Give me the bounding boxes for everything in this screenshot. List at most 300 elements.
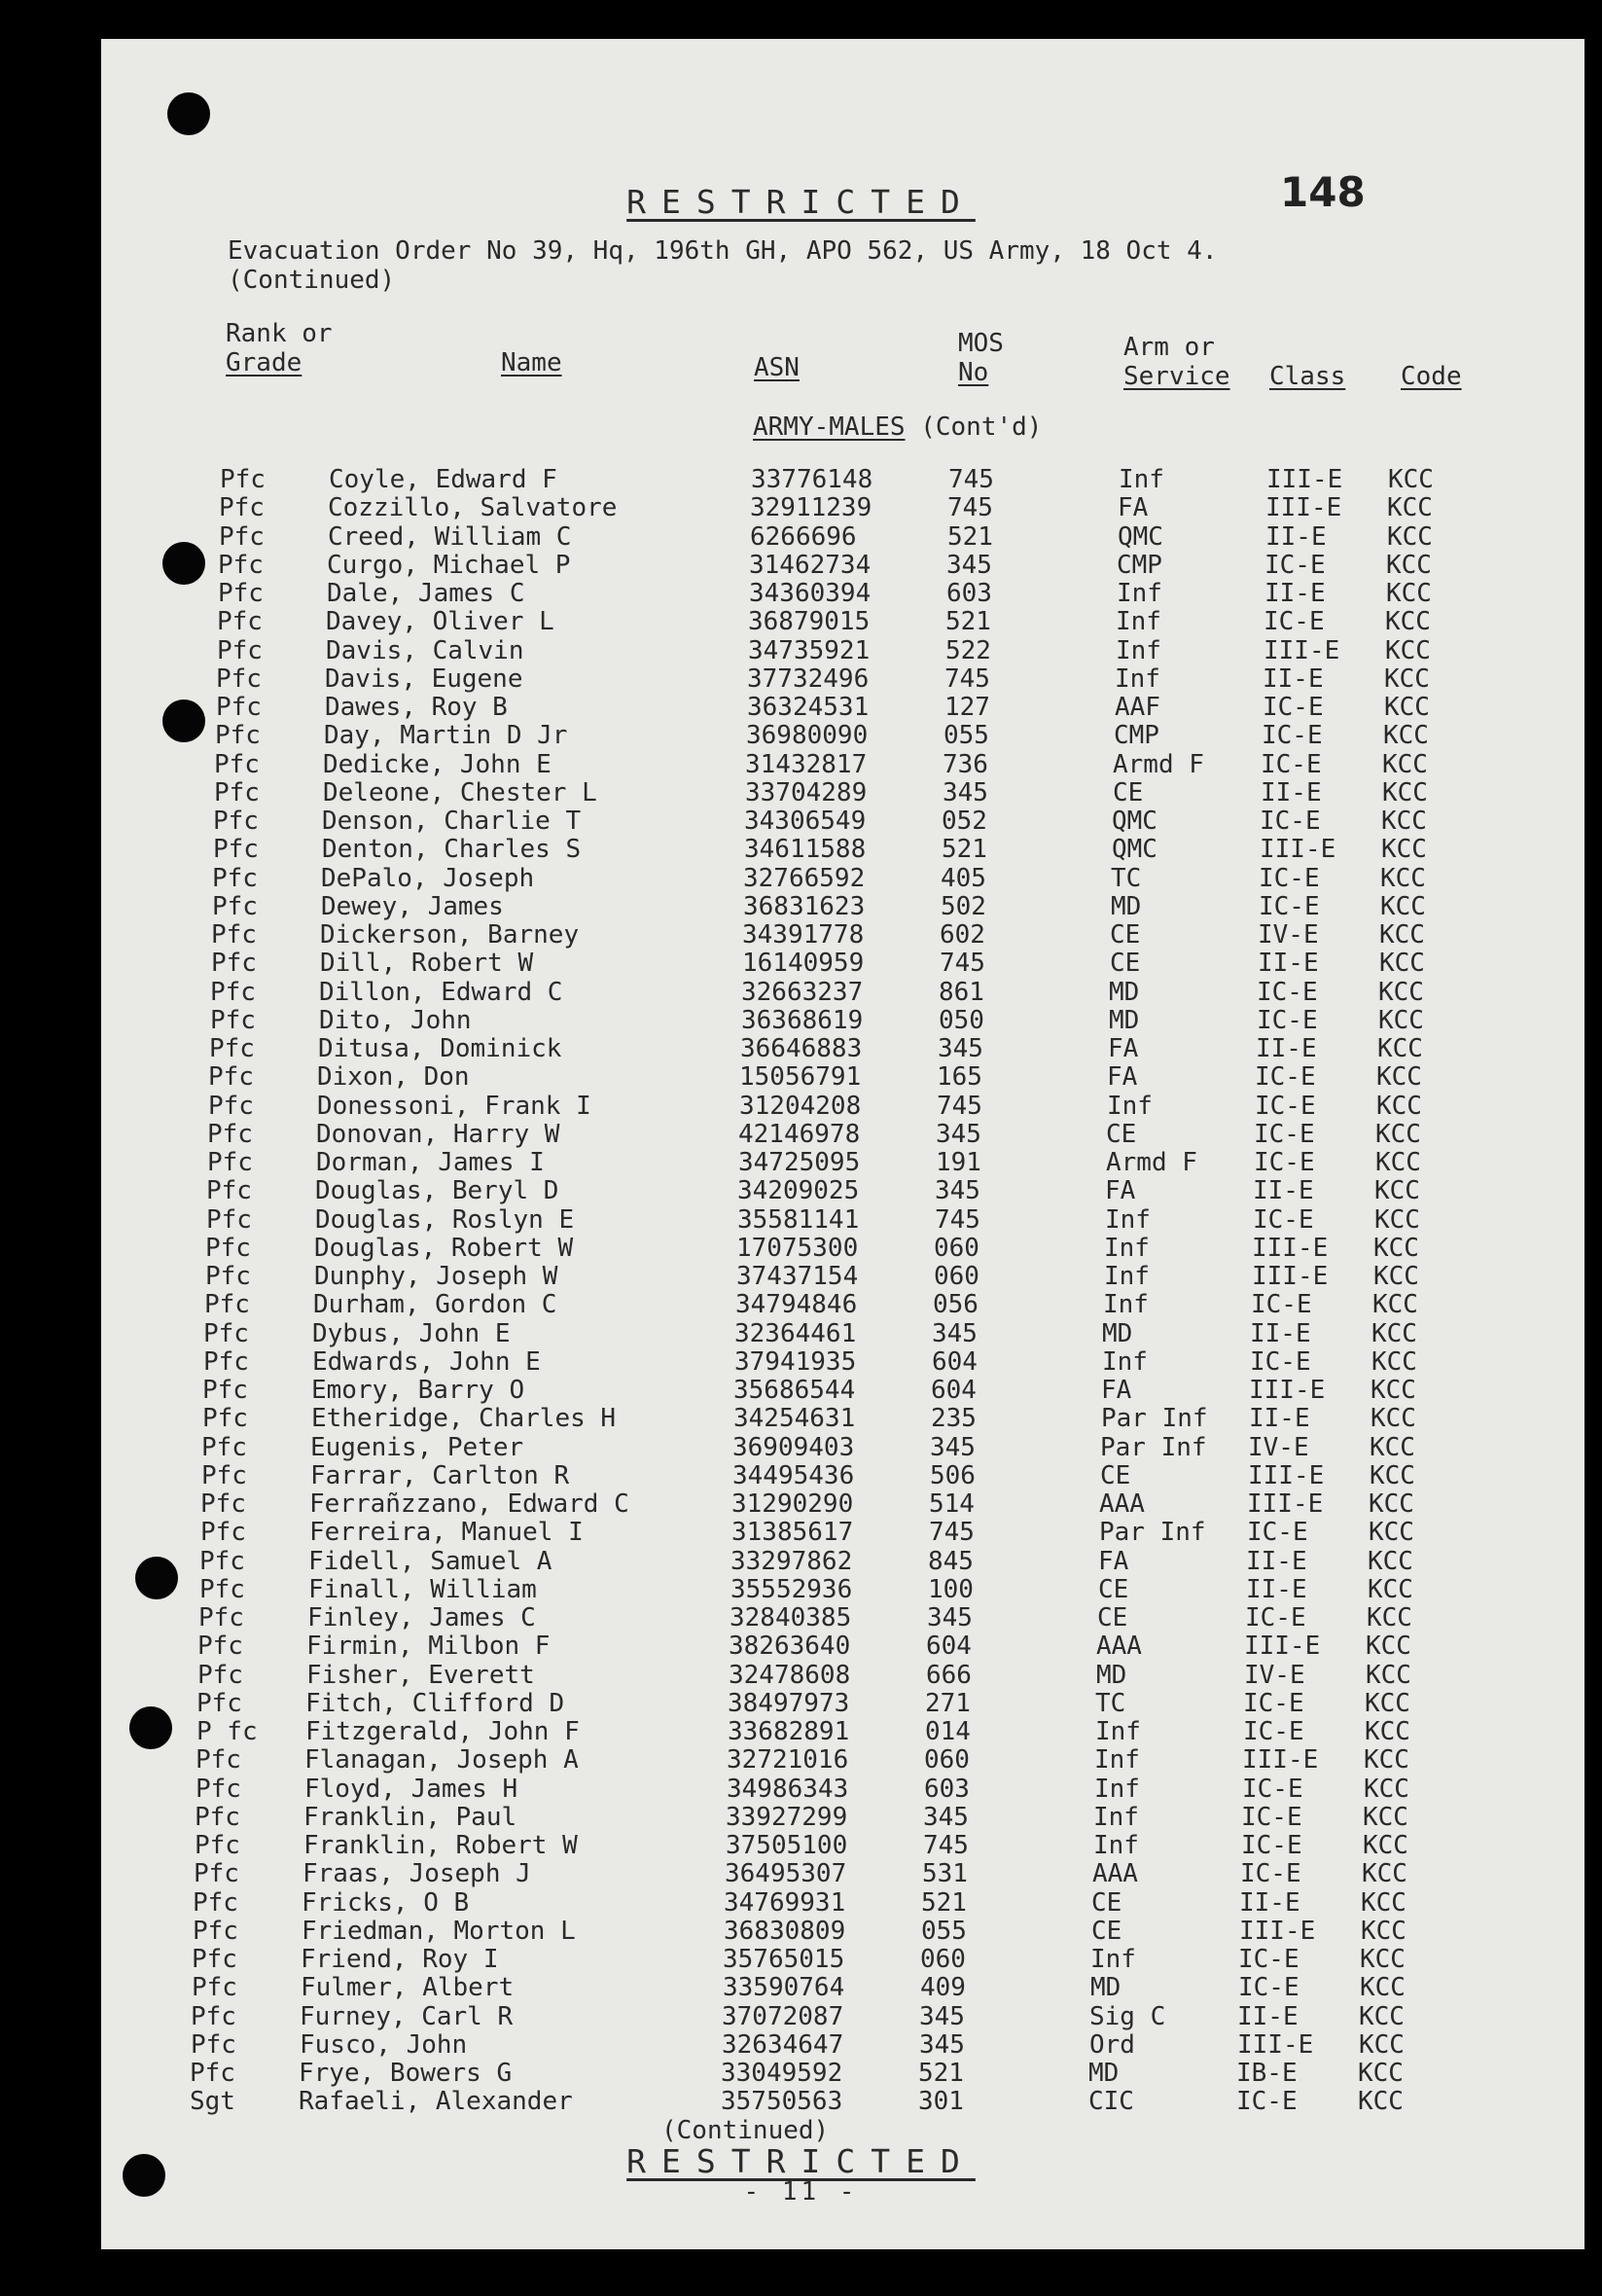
cell-mos: 745 (944, 664, 990, 694)
cell-arm: MD (1109, 1005, 1140, 1035)
table-row (0, 2059, 1602, 2087)
cell-arm: CE (1091, 1916, 1122, 1946)
cell-asn: 31204208 (739, 1091, 862, 1121)
cell-arm: Inf (1107, 1091, 1153, 1121)
cell-class: IC-E (1255, 1062, 1316, 1093)
cell-class: IC-E (1238, 1973, 1299, 2003)
cell-name: Fraas, Joseph J (303, 1859, 531, 1889)
cell-rank: Pfc (200, 1518, 246, 1548)
cell-code: KCC (1365, 1717, 1410, 1746)
cell-class: IV-E (1248, 1432, 1309, 1462)
cell-arm: Inf (1115, 664, 1160, 694)
cell-mos: 522 (945, 635, 991, 665)
cell-arm: Inf (1119, 465, 1164, 494)
col-rank-header: Rank or Grade (226, 319, 333, 377)
cell-name: Douglas, Beryl D (315, 1176, 559, 1206)
cell-rank: Pfc (197, 1660, 243, 1690)
cell-code: KCC (1379, 949, 1425, 979)
cell-name: Rafaeli, Alexander (299, 2087, 573, 2117)
table-row (0, 892, 1602, 920)
cell-asn: 34735921 (748, 635, 871, 665)
cell-rank: Pfc (219, 521, 265, 552)
cell-code: KCC (1368, 1546, 1413, 1576)
page-number: 148 (1280, 168, 1366, 216)
cell-rank: Pfc (216, 664, 262, 694)
cell-name: Fitzgerald, John F (305, 1717, 580, 1746)
cell-rank: Pfc (191, 2001, 236, 2031)
cell-class: IC-E (1245, 1603, 1306, 1632)
cell-rank: Pfc (203, 1318, 249, 1348)
cell-class: III-E (1252, 1233, 1329, 1263)
table-row (0, 1205, 1602, 1234)
cell-mos: 745 (940, 949, 985, 979)
cell-name: Douglas, Roslyn E (315, 1204, 575, 1235)
cell-rank: Sgt (190, 2087, 235, 2117)
cell-code: KCC (1360, 1945, 1406, 1974)
cell-name: Fisher, Everett (306, 1660, 535, 1690)
cell-rank: Pfc (216, 693, 262, 722)
cell-asn: 37505100 (726, 1831, 848, 1860)
cell-class: III-E (1244, 1632, 1321, 1662)
cell-mos: 050 (939, 1005, 984, 1035)
cell-mos: 345 (946, 550, 992, 580)
cell-code: KCC (1384, 664, 1430, 694)
cell-name: Dillon, Edward C (319, 977, 563, 1007)
cell-class: III-E (1265, 493, 1342, 523)
cell-code: KCC (1376, 1062, 1422, 1093)
table-row (0, 1803, 1602, 1831)
cell-asn: 35581141 (737, 1204, 860, 1235)
table-row (0, 778, 1602, 807)
cell-asn: 32663237 (741, 977, 864, 1007)
table-row (0, 2030, 1602, 2059)
cell-asn: 37732496 (747, 664, 870, 694)
cell-class: II-E (1263, 664, 1324, 694)
cell-code: KCC (1363, 1802, 1408, 1832)
cell-mos: 345 (930, 1432, 976, 1462)
cell-mos: 845 (928, 1546, 974, 1576)
cell-rank: Pfc (200, 1489, 246, 1519)
cell-asn: 32634647 (722, 2029, 844, 2060)
cell-asn: 37437154 (736, 1262, 859, 1291)
cell-rank: Pfc (217, 635, 263, 665)
cell-code: KCC (1385, 635, 1431, 665)
cell-arm: Armd F (1106, 1148, 1197, 1177)
cell-mos: 745 (923, 1831, 969, 1860)
cell-rank: Pfc (193, 1916, 238, 1946)
cell-name: DePalo, Joseph (321, 863, 535, 893)
cell-mos: 052 (942, 807, 987, 836)
cell-rank: Pfc (213, 835, 259, 865)
cell-class: IC-E (1250, 1346, 1311, 1377)
table-row (0, 1148, 1602, 1176)
cell-arm: Inf (1093, 1802, 1139, 1832)
table-row (0, 1603, 1602, 1632)
cell-code: KCC (1378, 977, 1424, 1007)
cell-mos: 745 (935, 1204, 980, 1235)
cell-code: KCC (1364, 1745, 1409, 1776)
cell-asn: 32478608 (729, 1660, 851, 1690)
cell-name: Curgo, Michael P (327, 550, 571, 580)
cell-arm: CE (1113, 777, 1144, 807)
cell-code: KCC (1374, 1176, 1420, 1206)
cell-rank: Pfc (207, 1119, 253, 1149)
cell-asn: 38263640 (729, 1632, 851, 1662)
cell-class: IC-E (1241, 1831, 1302, 1860)
cell-mos: 271 (925, 1688, 971, 1718)
cell-arm: QMC (1112, 807, 1157, 836)
cell-arm: CE (1097, 1603, 1128, 1632)
cell-mos: 521 (918, 2059, 964, 2088)
cell-name: Dill, Robert W (320, 949, 534, 979)
cell-rank: Pfc (196, 1688, 242, 1718)
cell-mos: 345 (919, 2001, 965, 2031)
cell-class: II-E (1253, 1176, 1314, 1206)
cell-asn: 15056791 (739, 1062, 862, 1093)
cell-name: Deleone, Chester L (323, 777, 597, 807)
cell-rank: Pfc (208, 1062, 254, 1093)
cell-mos: 301 (918, 2087, 964, 2117)
cell-arm: Par Inf (1099, 1518, 1206, 1548)
cell-name: Dorman, James I (316, 1148, 545, 1177)
table-row (0, 1347, 1602, 1376)
cell-arm: CE (1106, 1119, 1137, 1149)
cell-name: Fitch, Clifford D (305, 1688, 565, 1718)
cell-mos: 506 (930, 1460, 976, 1490)
cell-asn: 17075300 (736, 1233, 859, 1263)
cell-rank: P fc (196, 1717, 258, 1746)
table-row (0, 1518, 1602, 1546)
cell-name: Friedman, Morton L (302, 1916, 576, 1946)
cell-mos: 604 (931, 1376, 977, 1405)
cell-name: Dawes, Roy B (325, 693, 508, 722)
cell-name: Eugenis, Peter (310, 1432, 524, 1462)
cell-code: KCC (1369, 1518, 1414, 1548)
cell-asn: 31462734 (749, 550, 872, 580)
cell-rank: Pfc (218, 579, 264, 608)
cell-arm: MD (1111, 891, 1142, 921)
cell-rank: Pfc (208, 1091, 254, 1121)
cell-mos: 603 (946, 579, 992, 608)
cell-code: KCC (1359, 2029, 1405, 2060)
col-name-header: Name (501, 348, 562, 377)
cell-name: Firmin, Milbon F (306, 1632, 551, 1662)
table-row (0, 721, 1602, 749)
cell-rank: Pfc (214, 749, 260, 779)
cell-mos: 100 (928, 1574, 974, 1604)
cell-arm: MD (1096, 1660, 1127, 1690)
cell-code: KCC (1366, 1632, 1411, 1662)
table-row (0, 1433, 1602, 1461)
cell-name: Cozzillo, Salvatore (328, 493, 618, 523)
cell-arm: CE (1091, 1887, 1122, 1918)
cell-mos: 345 (927, 1603, 973, 1632)
cell-class: III-E (1252, 1262, 1329, 1291)
cell-class: IC-E (1262, 721, 1323, 751)
table-row (0, 1831, 1602, 1859)
cell-asn: 36909403 (732, 1432, 855, 1462)
cell-arm: CMP (1114, 721, 1159, 751)
cell-asn: 34209025 (737, 1176, 860, 1206)
cell-arm: Par Inf (1100, 1432, 1207, 1462)
cell-code: KCC (1366, 1660, 1411, 1690)
cell-rank: Pfc (198, 1603, 244, 1632)
continued-note: (Continued) (661, 2116, 830, 2145)
cell-rank: Pfc (201, 1432, 247, 1462)
table-row (0, 978, 1602, 1006)
table-row (0, 522, 1602, 551)
cell-asn: 31290290 (731, 1489, 854, 1519)
cell-arm: MD (1088, 2059, 1120, 2088)
cell-code: KCC (1371, 1346, 1417, 1377)
cell-asn: 36831623 (743, 891, 866, 921)
cell-arm: Ord (1089, 2029, 1135, 2060)
cell-arm: Inf (1104, 1233, 1150, 1263)
cell-name: Floyd, James H (304, 1774, 518, 1804)
cell-code: KCC (1365, 1688, 1410, 1718)
table-row (0, 1262, 1602, 1290)
cell-arm: CIC (1088, 2087, 1134, 2117)
cell-class: IB-E (1236, 2059, 1298, 2088)
cell-arm: Inf (1104, 1262, 1150, 1291)
cell-mos: 405 (941, 863, 986, 893)
cell-code: KCC (1378, 1005, 1424, 1035)
cell-arm: AAF (1115, 693, 1160, 722)
cell-name: Davis, Calvin (326, 635, 524, 665)
cell-class: IC-E (1264, 550, 1326, 580)
table-row (0, 1176, 1602, 1204)
cell-arm: CMP (1117, 550, 1162, 580)
cell-code: KCC (1371, 1376, 1416, 1405)
cell-asn: 37072087 (722, 2001, 844, 2031)
cell-class: IC-E (1259, 863, 1320, 893)
cell-mos: 603 (924, 1774, 970, 1804)
table-row (0, 693, 1602, 721)
cell-asn: 31432817 (745, 749, 868, 779)
cell-code: KCC (1371, 1318, 1417, 1348)
cell-code: KCC (1359, 2001, 1405, 2031)
cell-code: KCC (1358, 2059, 1404, 2088)
cell-rank: Pfc (206, 1204, 252, 1235)
cell-rank: Pfc (203, 1346, 249, 1377)
cell-code: KCC (1377, 1034, 1423, 1063)
cell-mos: 165 (937, 1062, 982, 1093)
cell-code: KCC (1361, 1887, 1406, 1918)
cell-mos: 345 (932, 1318, 978, 1348)
cell-rank: Pfc (219, 493, 265, 523)
cell-rank: Pfc (192, 1945, 237, 1974)
cell-code: KCC (1358, 2087, 1404, 2117)
table-row (0, 1547, 1602, 1575)
cell-mos: 060 (934, 1233, 979, 1263)
cell-mos: 745 (937, 1091, 982, 1121)
cell-code: KCC (1374, 1204, 1420, 1235)
col-mos-header: MOS No (958, 329, 1004, 387)
cell-arm: Inf (1102, 1346, 1148, 1377)
cell-class: II-E (1246, 1546, 1307, 1576)
cell-class: III-E (1260, 835, 1336, 865)
cell-arm: Inf (1093, 1831, 1139, 1860)
cell-mos: 056 (933, 1290, 979, 1320)
cell-class: IC-E (1263, 693, 1324, 722)
cell-code: KCC (1382, 777, 1428, 807)
table-row (0, 493, 1602, 521)
cell-name: Day, Martin D Jr (324, 721, 568, 751)
cell-class: IC-E (1236, 2087, 1298, 2117)
cell-mos: 345 (943, 777, 988, 807)
cell-asn: 33590764 (723, 1973, 845, 2003)
cell-rank: Pfc (204, 1290, 250, 1320)
cell-code: KCC (1375, 1119, 1421, 1149)
cell-rank: Pfc (209, 1034, 255, 1063)
cell-rank: Pfc (192, 1973, 237, 2003)
restricted-footer: RESTRICTED (626, 2142, 976, 2180)
cell-name: Durham, Gordon C (313, 1290, 557, 1320)
cell-name: Creed, William C (328, 521, 572, 552)
cell-name: Denton, Charles S (322, 835, 582, 865)
cell-class: II-E (1237, 2001, 1299, 2031)
table-row (0, 1888, 1602, 1917)
cell-asn: 38497973 (728, 1688, 850, 1718)
cell-code: KCC (1387, 521, 1433, 552)
cell-class: IC-E (1242, 1774, 1303, 1804)
cell-arm: Par Inf (1101, 1404, 1208, 1434)
cell-asn: 37941935 (734, 1346, 857, 1377)
cell-class: IC-E (1254, 1119, 1315, 1149)
cell-mos: 409 (920, 1973, 966, 2003)
cell-rank: Pfc (211, 920, 257, 950)
table-row (0, 1859, 1602, 1887)
cell-code: KCC (1381, 807, 1427, 836)
cell-class: IC-E (1240, 1859, 1301, 1889)
cell-arm: Inf (1117, 579, 1162, 608)
table-row (0, 807, 1602, 835)
cell-asn: 34794846 (735, 1290, 858, 1320)
cell-name: Fulmer, Albert (301, 1973, 515, 2003)
cell-arm: CE (1100, 1460, 1131, 1490)
cell-mos: 235 (931, 1404, 977, 1434)
cell-rank: Pfc (218, 550, 264, 580)
cell-arm: CE (1110, 949, 1141, 979)
cell-class: III-E (1249, 1376, 1326, 1405)
cell-arm: CE (1110, 920, 1141, 950)
cell-rank: Pfc (214, 777, 260, 807)
cell-rank: Pfc (199, 1574, 245, 1604)
cell-class: IV-E (1258, 920, 1319, 950)
cell-name: Coyle, Edward F (329, 465, 557, 494)
cell-code: KCC (1373, 1233, 1419, 1263)
cell-code: KCC (1382, 749, 1428, 779)
cell-name: Dickerson, Barney (320, 920, 580, 950)
cell-asn: 36646883 (740, 1034, 863, 1063)
table-row (0, 920, 1602, 949)
table-row (0, 1319, 1602, 1347)
cell-class: III-E (1247, 1489, 1324, 1519)
cell-mos: 014 (925, 1717, 971, 1746)
cell-mos: 514 (929, 1489, 975, 1519)
cell-asn: 36368619 (741, 1005, 864, 1035)
cell-asn: 34986343 (727, 1774, 849, 1804)
cell-arm: Armd F (1113, 749, 1204, 779)
cell-rank: Pfc (205, 1233, 251, 1263)
cell-name: Davis, Eugene (325, 664, 523, 694)
cell-mos: 055 (921, 1916, 967, 1946)
cell-code: KCC (1383, 721, 1429, 751)
cell-arm: QMC (1118, 521, 1163, 552)
cell-code: KCC (1370, 1432, 1415, 1462)
cell-name: Donessoni, Frank I (317, 1091, 591, 1121)
cell-rank: Pfc (202, 1376, 248, 1405)
cell-rank: Pfc (213, 807, 259, 836)
cell-code: KCC (1379, 920, 1425, 950)
cell-code: KCC (1375, 1148, 1421, 1177)
personnel-list (0, 465, 1602, 2116)
cell-class: IC-E (1253, 1204, 1314, 1235)
cell-class: IC-E (1257, 1005, 1318, 1035)
order-line-1: Evacuation Order No 39, Hq, 196th GH, APO 562, US Army, 18 Oct 4. (228, 236, 1218, 266)
cell-rank: Pfc (196, 1774, 241, 1804)
cell-asn: 32911239 (750, 493, 872, 523)
cell-name: Etheridge, Charles H (311, 1404, 617, 1434)
table-row (0, 551, 1602, 579)
cell-mos: 345 (923, 1802, 969, 1832)
restricted-header: RESTRICTED (626, 183, 976, 221)
cell-mos: 345 (938, 1034, 983, 1063)
cell-arm: FA (1118, 493, 1149, 523)
cell-class: III-E (1248, 1460, 1325, 1490)
table-row (0, 1092, 1602, 1120)
cell-arm: MD (1090, 1973, 1121, 2003)
table-row (0, 1632, 1602, 1660)
cell-name: Dunphy, Joseph W (314, 1262, 558, 1291)
cell-code: KCC (1380, 863, 1426, 893)
cell-mos: 666 (926, 1660, 972, 1690)
cell-class: IC-E (1259, 891, 1320, 921)
table-row (0, 1575, 1602, 1603)
table-row (0, 1376, 1602, 1404)
cell-rank: Pfc (193, 1887, 238, 1918)
cell-class: III-E (1239, 1916, 1316, 1946)
cell-arm: Inf (1094, 1745, 1140, 1776)
cell-asn: 36879015 (748, 607, 871, 637)
cell-name: Furney, Carl R (300, 2001, 514, 2031)
cell-asn: 34391778 (742, 920, 865, 950)
cell-code: KCC (1363, 1831, 1408, 1860)
cell-mos: 521 (921, 1887, 967, 1918)
cell-rank: Pfc (199, 1546, 245, 1576)
cell-name: Emory, Barry O (311, 1376, 525, 1405)
table-row (0, 1745, 1602, 1774)
cell-class: IC-E (1264, 607, 1325, 637)
cell-rank: Pfc (220, 465, 266, 494)
cell-arm: Inf (1103, 1290, 1149, 1320)
cell-arm: Sig C (1089, 2001, 1166, 2031)
cell-arm: FA (1107, 1062, 1138, 1093)
cell-class: IC-E (1243, 1717, 1304, 1746)
table-row (0, 1234, 1602, 1262)
cell-class: II-E (1256, 1034, 1317, 1063)
cell-arm: FA (1108, 1034, 1139, 1063)
cell-asn: 34360394 (749, 579, 872, 608)
cell-mos: 345 (919, 2029, 965, 2060)
cell-class: II-E (1258, 949, 1319, 979)
cell-asn: 36980090 (746, 721, 869, 751)
table-row (0, 750, 1602, 778)
cell-mos: 127 (944, 693, 990, 722)
cell-rank: Pfc (205, 1262, 251, 1291)
cell-name: Dito, John (319, 1005, 472, 1035)
table-row (0, 1290, 1602, 1318)
